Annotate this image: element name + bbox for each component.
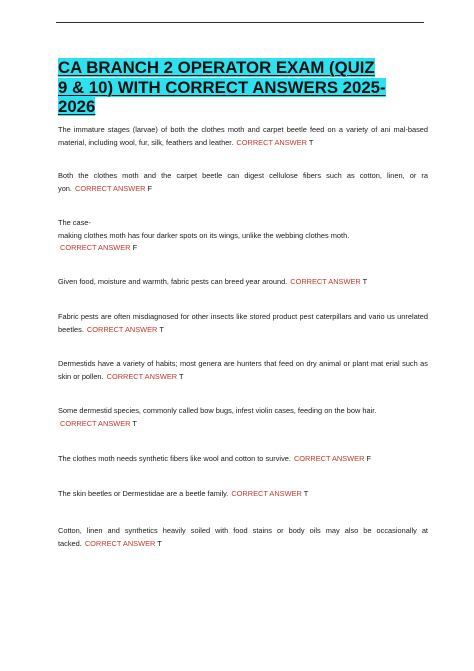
correct-answer-label: CORRECT ANSWER (60, 243, 131, 253)
header-rule (56, 22, 424, 23)
answer-value: T (308, 137, 314, 147)
qa-item-10 (58, 525, 428, 550)
answer-value: T (159, 324, 164, 334)
correct-answer-label: CORRECT ANSWER (293, 454, 365, 463)
qa-item-8 (58, 453, 428, 466)
qa-item-7 (58, 405, 428, 430)
document-title-text: CA BRANCH 2 OPERATOR EXAM (QUIZ 9 & 10) WITH CORRECT ANSWERS 2025- 2026 (58, 58, 386, 116)
question-text: Both the clothes moth and the carpet beetle can digest cellulose fibers such as cotton, linen, or ra yon. (58, 171, 428, 193)
correct-answer-label: CORRECT ANSWER (290, 277, 361, 286)
correct-answer-label: CORRECT ANSWER (236, 137, 307, 147)
correct-answer-label: CORRECT ANSWER (60, 418, 131, 428)
question-text: Given food, moisture and warmth, fabric pests can breed year around. (58, 277, 288, 286)
qa-item-4 (58, 276, 428, 289)
question-text: The case- making clothes moth has four darker spots on its wings, unlike the webbing clothes moth. (58, 218, 350, 240)
answer-value: F (366, 454, 372, 463)
qa-item-1 (58, 124, 428, 149)
answer-value: T (303, 489, 309, 498)
answer-value: F (132, 243, 138, 253)
document-title (58, 58, 434, 117)
correct-answer-label: CORRECT ANSWER (74, 183, 146, 193)
question-text: The immature stages (larvae) of both the clothes moth and carpet beetle feed on a variety of ani mal-based material, including wool, fur, silk, feathers and leather. (58, 125, 428, 147)
correct-answer-label: CORRECT ANSWER (84, 538, 156, 548)
question-text: Cotton, linen and synthetics heavily soiled with food stains or body oils may also be occasionally at tacked. (58, 526, 428, 548)
answer-value: T (157, 538, 162, 548)
qa-item-5 (58, 311, 428, 336)
question-text: The clothes moth needs synthetic fibers like wool and cotton to survive. (58, 454, 291, 463)
correct-answer-label: CORRECT ANSWER (231, 489, 302, 498)
correct-answer-label: CORRECT ANSWER (106, 371, 178, 381)
question-text: The skin beetles or Dermestidae are a beetle family. (58, 489, 229, 498)
question-text: Dermestids have a variety of habits; most genera are hunters that feed on dry animal or plant mat erial such as skin or pollen. (58, 359, 428, 381)
answer-value: T (179, 371, 184, 381)
qa-item-2 (58, 170, 428, 195)
answer-value: T (362, 277, 368, 286)
answer-value: T (132, 418, 137, 428)
question-text: Some dermestid species, commonly called bow bugs, infest violin cases, feeding on the bow hair. (58, 406, 377, 415)
correct-answer-label: CORRECT ANSWER (86, 324, 158, 334)
qa-item-3 (58, 217, 428, 255)
answer-value: F (147, 183, 153, 193)
qa-item-6 (58, 358, 428, 383)
qa-item-9 (58, 488, 428, 501)
question-text: Fabric pests are often misdiagnosed for other insects like stored product pest caterpillars and vario us unrelated beetles. (58, 312, 428, 334)
